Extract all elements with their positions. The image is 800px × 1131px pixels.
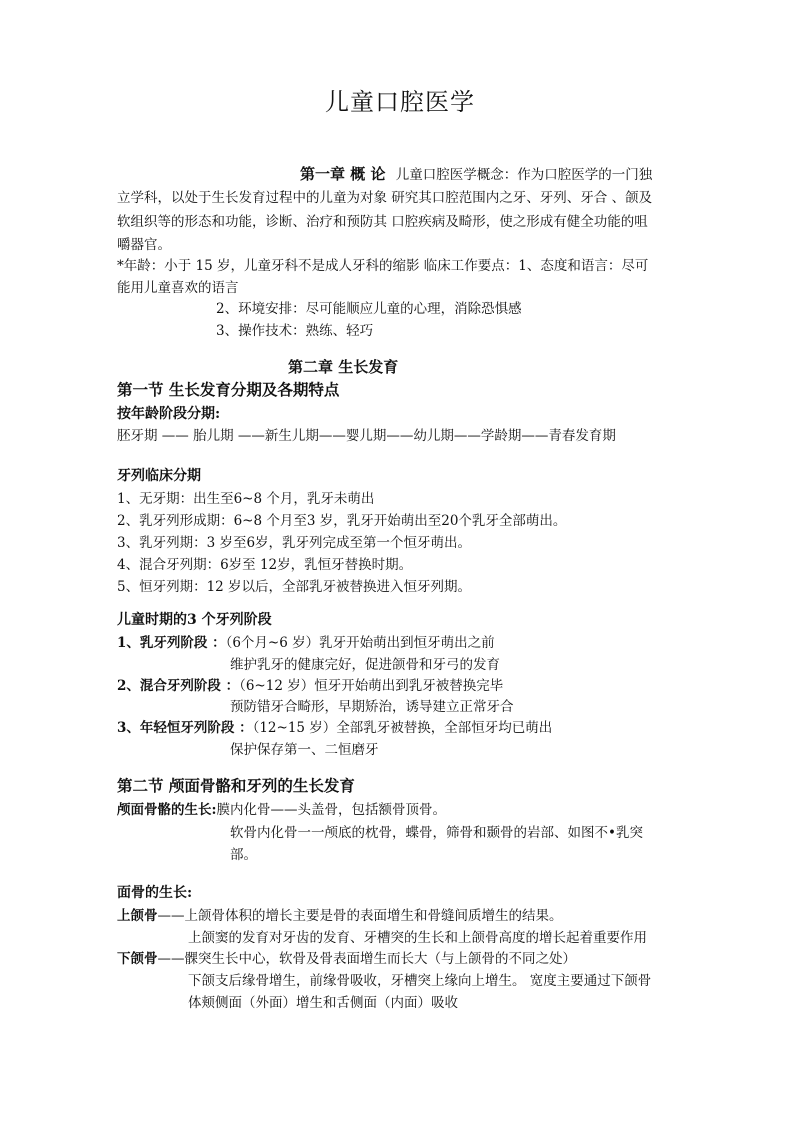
paragraph-line: 3、操作技术：熟练、轻巧 bbox=[216, 323, 374, 339]
skull-growth-text: 膜内化骨——头盖骨，包括额骨顶骨。 bbox=[216, 802, 446, 818]
paragraph-line: 立学科，以处于生长发育过程中的儿童为对象 研究其口腔范围内之牙、牙列、牙合 、颌及 bbox=[117, 190, 653, 206]
maxilla-label: 上颌骨 bbox=[117, 908, 158, 924]
paragraph-line: 下颌支后缘骨增生，前缘骨吸收，牙槽突上缘向上增生。 宽度主要通过下颌骨 bbox=[188, 973, 652, 989]
paragraph-line: 嚼器官。 bbox=[117, 237, 171, 253]
stage-note: 保护保存第一、二恒磨牙 bbox=[230, 742, 379, 758]
stage-item bbox=[117, 718, 552, 738]
skull-growth-label: 颅面骨骼的生长: bbox=[117, 802, 217, 818]
document-title: 儿童口腔医学 bbox=[325, 88, 475, 116]
stage-label: 3、年轻恒牙列阶段 ： bbox=[117, 720, 253, 736]
dentition-stages-heading: 牙列临床分期 bbox=[117, 468, 201, 484]
stage-description: （6个月~6 岁）乳牙开始萌出到恒牙萌出之前 bbox=[225, 635, 495, 651]
list-item: 2、乳牙列形成期：6~8 个月至3 岁，乳牙开始萌出至20个乳牙全部萌出。 bbox=[117, 513, 567, 529]
paragraph-line: 软组织等的形态和功能，诊断、治疗和预防其 口腔疾病及畸形，使之形成有健全功能的咀 bbox=[117, 214, 648, 230]
age-stages-line: 胚牙期 —— 胎儿期 ——新生儿期——婴儿期——幼儿期——学龄期——青春发育期 bbox=[117, 428, 616, 444]
three-stages-heading: 儿童时期的3 个牙列阶段 bbox=[117, 612, 272, 628]
mandible-line bbox=[117, 949, 576, 969]
chapter-2-heading: 第二章 生长发育 bbox=[288, 358, 399, 376]
list-item: 5、恒牙列期：12 岁以后，全部乳牙被替换进入恒牙列期。 bbox=[117, 579, 472, 595]
chapter-1-intro-text: 儿童口腔医学概念：作为口腔医学的一门独 bbox=[395, 167, 653, 183]
stage-label: 1、乳牙列阶段 ： bbox=[117, 635, 226, 651]
section-2-heading: 第二节 颅面骨骼和牙列的生长发育 bbox=[117, 776, 355, 795]
paragraph-line: *年龄：小于 15 岁，儿童牙科不是成人牙科的缩影 临床工作要点：1、态度和语言：尽可 bbox=[117, 258, 649, 274]
mandible-label: 下颌骨 bbox=[117, 951, 158, 967]
age-stages-heading: 按年龄阶段分期: bbox=[117, 406, 221, 422]
stage-note: 预防错牙合畸形，早期矫治，诱导建立正常牙合 bbox=[230, 699, 514, 715]
mandible-text: ——髁突生长中心，软骨及骨表面增生而长大（与上颌骨的不同之处） bbox=[157, 951, 576, 967]
chapter-1-first-line bbox=[300, 164, 652, 185]
paragraph-line: 软骨内化骨一一颅底的枕骨，蝶骨，筛骨和颞骨的岩部、如图不•乳突 bbox=[230, 825, 643, 841]
maxilla-text: ——上颌骨体积的增长主要是骨的表面增生和骨缝间质增生的结果。 bbox=[157, 908, 563, 924]
paragraph-line: 上颌窦的发育对牙齿的发育、牙槽突的生长和上颌骨高度的增长起着重要作用 bbox=[188, 930, 647, 946]
stage-item bbox=[117, 633, 495, 653]
skull-growth-line bbox=[117, 800, 446, 820]
list-item: 3、乳牙列期：3 岁至6岁，乳牙列完成至第一个恒牙萌出。 bbox=[117, 535, 472, 551]
paragraph-line: 部。 bbox=[230, 847, 257, 863]
face-bone-heading: 面骨的生长: bbox=[117, 885, 193, 901]
stage-label: 2、混合牙列阶段 ： bbox=[117, 678, 240, 694]
section-1-heading: 第一节 生长发育分期及各期特点 bbox=[117, 380, 340, 399]
list-item: 4、混合牙列期：6岁至 12岁，乳恒牙替换时期。 bbox=[117, 557, 413, 573]
list-item: 1、无牙期：出生至6~8 个月，乳牙未萌出 bbox=[117, 491, 375, 507]
maxilla-line bbox=[117, 906, 563, 926]
paragraph-line: 体颊侧面（外面）增生和舌侧面（内面）吸收 bbox=[188, 995, 458, 1011]
stage-note: 维护乳牙的健康完好，促进颌骨和牙弓的发育 bbox=[230, 657, 500, 673]
paragraph-line: 2、环境安排：尽可能顺应儿童的心理，消除恐惧感 bbox=[216, 301, 522, 317]
paragraph-line: 能用儿童喜欢的语言 bbox=[117, 280, 239, 296]
stage-item bbox=[117, 676, 503, 696]
chapter-1-heading: 第一章 概 论 bbox=[300, 165, 386, 183]
stage-description: （6~12 岁）恒牙开始萌出到乳牙被替换完毕 bbox=[239, 678, 504, 694]
stage-description: （12~15 岁）全部乳牙被替换，全部恒牙均已萌出 bbox=[252, 720, 553, 736]
